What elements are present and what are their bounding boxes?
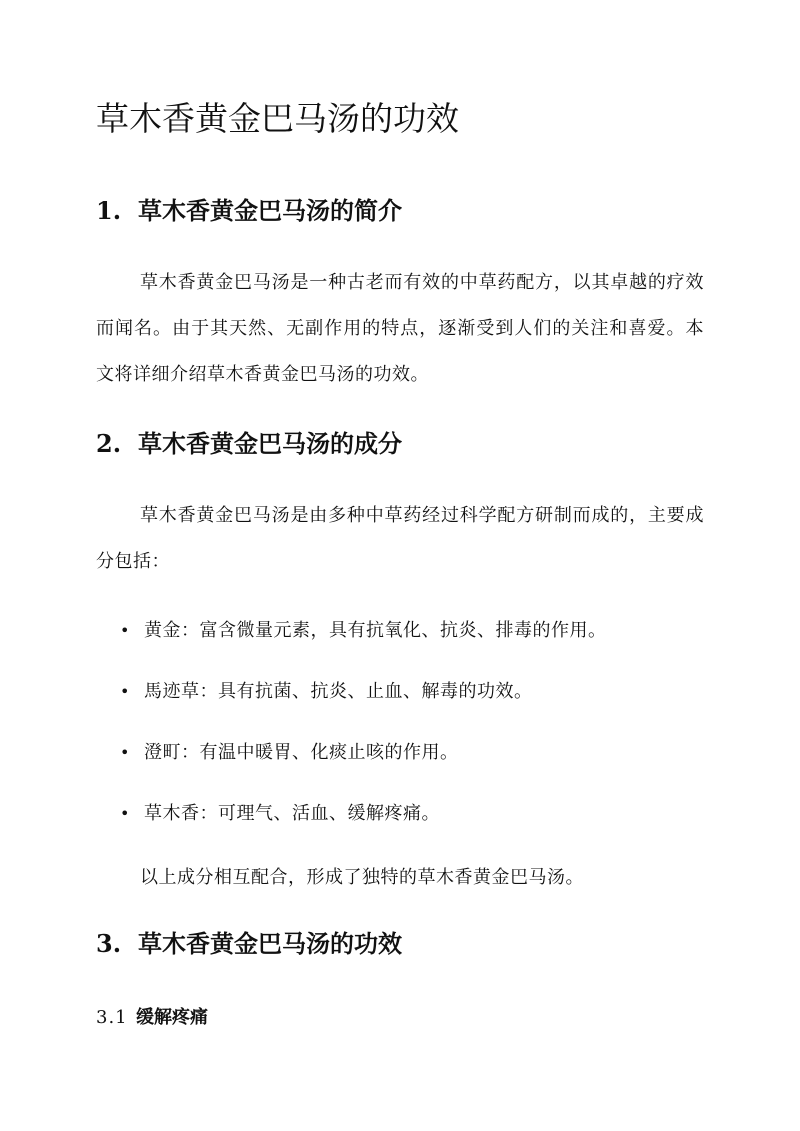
section-1-number: 1. bbox=[96, 196, 122, 225]
document-title: 草木香黄金巴马汤的功效 bbox=[96, 99, 459, 138]
list-item-text: 澄町：有温中暖胃、化痰止咳的作用。 bbox=[144, 742, 459, 763]
section-3-heading bbox=[96, 926, 402, 962]
subsection-3-1-heading bbox=[96, 1003, 208, 1033]
section-3-number: 3. bbox=[96, 929, 122, 958]
section-2-heading bbox=[96, 426, 402, 462]
section-3-title: 草木香黄金巴马汤的功效 bbox=[138, 929, 402, 958]
bullet-icon: • bbox=[120, 743, 130, 762]
list-item bbox=[96, 608, 704, 669]
section-2-title: 草木香黄金巴马汤的成分 bbox=[138, 429, 402, 458]
list-item bbox=[96, 669, 704, 730]
list-item-text: 馬迹草：具有抗菌、抗炎、止血、解毒的功效。 bbox=[144, 681, 533, 702]
bullet-icon: • bbox=[120, 682, 130, 701]
subsection-3-1-title: 缓解疼痛 bbox=[136, 1007, 208, 1028]
section-1-title: 草木香黄金巴马汤的简介 bbox=[138, 196, 402, 225]
section-1-heading bbox=[96, 193, 402, 229]
list-item bbox=[96, 730, 704, 791]
section-1-paragraph: 草木香黄金巴马汤是一种古老而有效的中草药配方，以其卓越的疗效而闻名。由于其天然、无副作用的特点，逐渐受到人们的关注和喜爱。本文将详细介绍草木香黄金巴马汤的功效。 bbox=[96, 272, 704, 385]
ingredient-list bbox=[96, 608, 704, 852]
section-2-number: 2. bbox=[96, 429, 122, 458]
section-2-paragraph: 草木香黄金巴马汤是由多种中草药经过科学配方研制而成的，主要成分包括： bbox=[96, 505, 704, 572]
bullet-icon: • bbox=[120, 804, 130, 823]
list-item-text: 草木香：可理气、活血、缓解疼痛。 bbox=[144, 803, 440, 824]
section-2-closing: 以上成分相互配合，形成了独特的草木香黄金巴马汤。 bbox=[140, 867, 584, 888]
bullet-icon: • bbox=[120, 621, 130, 640]
subsection-3-1-number: 3.1 bbox=[96, 1007, 128, 1028]
list-item bbox=[96, 791, 704, 852]
list-item-text: 黄金：富含微量元素，具有抗氧化、抗炎、排毒的作用。 bbox=[144, 620, 607, 641]
